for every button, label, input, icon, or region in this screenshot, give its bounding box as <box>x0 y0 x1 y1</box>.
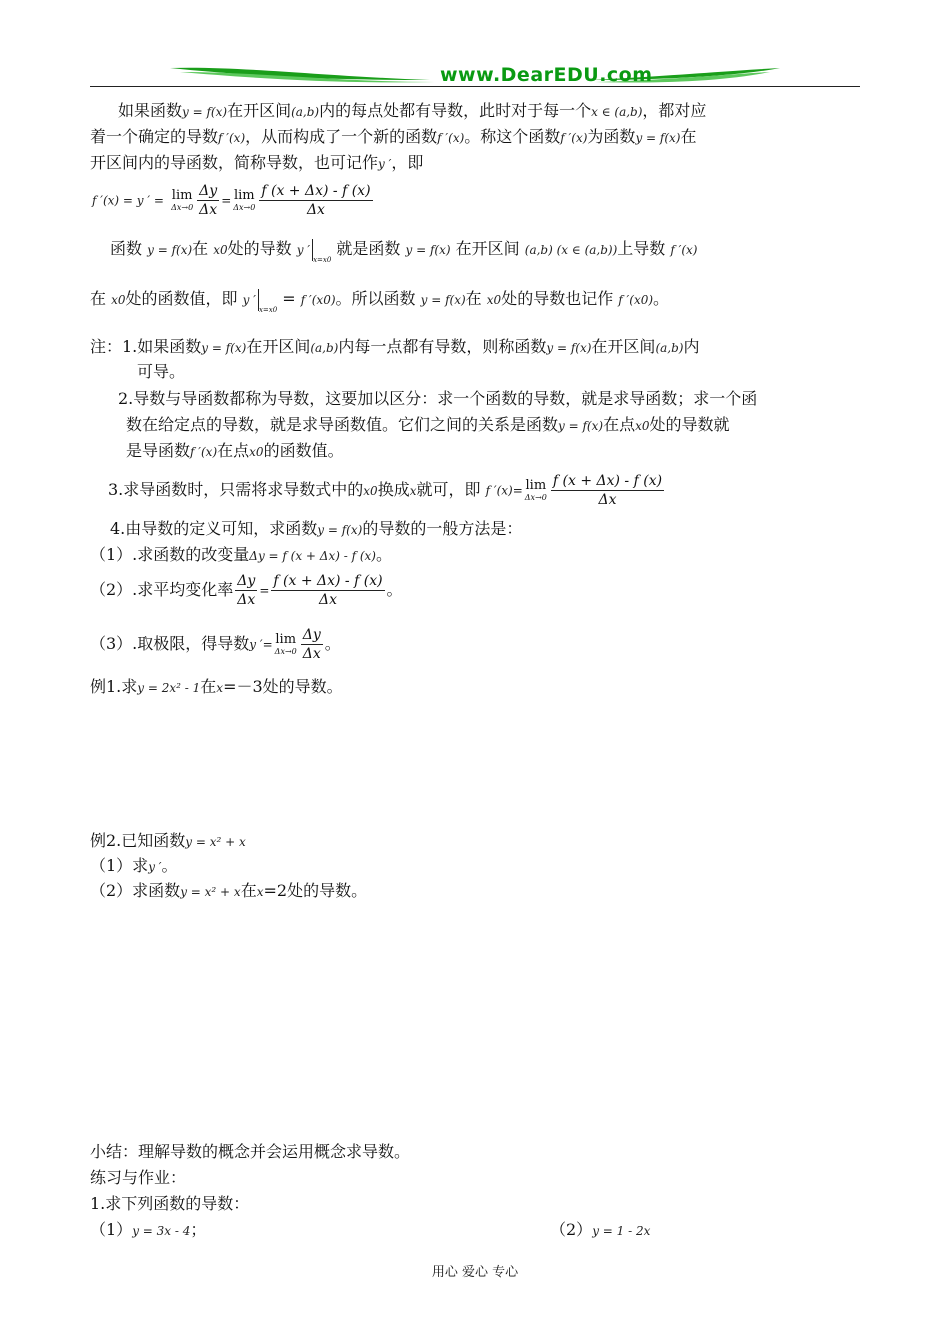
example-2 <box>90 830 246 853</box>
text-run: 在点 <box>217 441 250 460</box>
formula-fprime: f ′(x) <box>670 243 698 257</box>
lim-subscript: Δx→0 <box>171 203 194 212</box>
homework-q1 <box>90 1193 249 1215</box>
formula-interval: (a,b) <box>291 105 320 119</box>
text-run: 在 <box>192 239 209 258</box>
text-run: （1） <box>90 1220 133 1239</box>
text-run: （1）.求函数的改变量 <box>90 545 250 564</box>
evaluation-bar: x=x0 <box>312 239 331 261</box>
text-run: 处的函数值，即 <box>125 289 238 308</box>
formula-fprime: f ′(x) <box>560 131 588 145</box>
homework-heading <box>90 1167 186 1189</box>
text-run: 在开区间 <box>591 337 656 356</box>
frac-num: f (x + Δx) - f (x) <box>261 183 371 199</box>
text-run: 例2.已知函数 <box>90 831 186 850</box>
text-run: 可导。 <box>137 362 186 381</box>
note-1 <box>90 336 699 359</box>
text-run: 处的导数也记作 <box>501 289 614 308</box>
text-run: 是导函数 <box>126 441 191 460</box>
text-run: 在 <box>680 127 697 146</box>
text-run: 在开区间 <box>246 337 311 356</box>
text-run: 例1.求 <box>90 677 138 696</box>
formula-interval: (a,b) <box>655 341 684 355</box>
text-run: 。称这个函数 <box>464 127 561 146</box>
para1-line1 <box>118 100 706 123</box>
text-run: 开区间内的导函数，简称导数，也可记作 <box>90 153 379 172</box>
equals: = <box>259 583 270 598</box>
formula-yprime: y ′ <box>378 157 392 171</box>
frac-den: Δx <box>199 202 218 218</box>
formula-fprime: f ′(x) <box>437 131 465 145</box>
text-run: 着一个确定的导数 <box>90 127 219 146</box>
step-2 <box>90 570 403 611</box>
text-run: 在开区间 <box>455 239 520 258</box>
homework-part-2 <box>550 1219 650 1242</box>
formula-x0: x0 <box>635 419 650 433</box>
text-run: 内的每点处都有导数，此时对于每一个 <box>319 101 592 120</box>
limit-operator <box>275 632 297 657</box>
text-run: 如果函数 <box>118 101 183 120</box>
formula-example-2: y = x² + x <box>185 835 246 849</box>
example-1 <box>90 676 343 699</box>
note-2-line2 <box>126 414 730 437</box>
text-run: （2）.求平均变化率 <box>90 580 234 599</box>
example-2-q1 <box>90 855 178 878</box>
text-run: =－3处的导数。 <box>223 677 343 696</box>
formula-y-fx: y = f(x) <box>182 105 228 119</box>
text-run: 1.求下列函数的导数： <box>90 1194 250 1213</box>
derivative-definition-formula <box>92 180 375 221</box>
text-run: 小结：理解导数的概念并会运用概念求导数。 <box>90 1142 411 1161</box>
fraction-difference-quotient <box>271 572 384 609</box>
equals: = <box>282 289 296 308</box>
limit-operator <box>171 188 193 213</box>
homework-part-1 <box>90 1219 206 1242</box>
example-2-q2 <box>90 880 367 903</box>
frac-den: Δx <box>237 592 256 608</box>
formula-yprime: y ′ <box>249 637 263 652</box>
text-run: 的导数的一般方法是： <box>362 519 523 538</box>
lim-text: lim <box>525 478 547 493</box>
text-run: 就可，即 <box>416 480 481 499</box>
text-run: 2.导数与导函数都称为导数，这要加以区分：求一个函数的导数，就是求导函数；求一个函 <box>118 389 758 408</box>
limit-operator <box>233 188 255 213</box>
lim-subscript: Δx→0 <box>274 647 297 656</box>
formula-x0: x0 <box>111 293 126 307</box>
text-run: （1）求 <box>90 856 149 875</box>
text-run: 内每一点都有导数，则称函数 <box>338 337 547 356</box>
text-run: 就是函数 <box>336 239 401 258</box>
equals: = <box>512 483 523 498</box>
formula-x0: x0 <box>363 484 378 498</box>
fraction-dy-dx <box>197 182 219 219</box>
text-run: ； <box>190 1220 207 1239</box>
equals: = <box>262 637 273 652</box>
formula-yprime: y ′ <box>242 293 256 307</box>
text-run: 。 <box>324 634 341 653</box>
text-run: 为函数 <box>587 127 636 146</box>
formula-x-in: x ∈ (a,b) <box>591 105 643 119</box>
text-run: 数在给定点的导数，就是求导函数值。它们之间的关系是函数 <box>126 415 559 434</box>
text-run: 。所以函数 <box>335 289 416 308</box>
formula-x: x <box>216 681 224 695</box>
text-run: 换成 <box>377 480 410 499</box>
text-run: 4.由导数的定义可知，求函数 <box>110 519 318 538</box>
note-1-cont <box>137 361 185 383</box>
formula-fprime: f ′(x) <box>218 131 246 145</box>
text-run: （2）求函数 <box>90 881 181 900</box>
frac-num: f (x + Δx) - f (x) <box>273 573 383 589</box>
text-run: 。 <box>161 856 178 875</box>
formula-y-fx: y = f(x) <box>558 419 604 433</box>
text-run: 内 <box>683 337 700 356</box>
text-run: 。 <box>386 580 403 599</box>
formula-hw-2: y = 1 - 2x <box>592 1224 651 1238</box>
text-run: 练习与作业： <box>90 1168 187 1187</box>
lim-subscript: Δx→0 <box>233 203 256 212</box>
formula-fprime-x0: f ′(x0) <box>300 293 336 307</box>
formula-y-fx: y = f(x) <box>201 341 247 355</box>
header-banner <box>90 62 860 92</box>
site-logo-text: www.DearEDU.com <box>440 64 653 86</box>
text-run: 在 <box>200 677 217 696</box>
formula-y-fx: y = f(x) <box>546 341 592 355</box>
lim-text: lim <box>171 188 193 203</box>
formula-delta-y: Δy = f (x + Δx) - f (x) <box>249 549 376 563</box>
lim-text: lim <box>233 188 255 203</box>
formula-y-fx: y = f(x) <box>405 243 451 257</box>
text-run: =2处的导数。 <box>263 881 368 900</box>
formula-example-1: y = 2x² - 1 <box>137 681 201 695</box>
formula-x0: x0 <box>249 445 264 459</box>
text-run: 注：1.如果函数 <box>90 337 202 356</box>
frac-num: f (x + Δx) - f (x) <box>552 473 663 489</box>
fraction-dy-dx <box>235 572 257 609</box>
para1-line2 <box>90 126 697 149</box>
text-run: 处的导数 <box>227 239 292 258</box>
formula-lhs: f ′(x) = y ′ = <box>92 193 164 208</box>
frac-den: Δx <box>302 646 321 662</box>
text-run: 处的导数就 <box>649 415 730 434</box>
text-run: 的函数值。 <box>263 441 344 460</box>
note-4 <box>110 518 522 541</box>
text-run: 函数 <box>110 239 143 258</box>
formula-yprime: y ′ <box>296 243 311 257</box>
note-2-line3 <box>126 440 344 463</box>
text-run: （3）.取极限，得导数 <box>90 634 250 653</box>
formula-y-fx: y = f(x) <box>317 523 363 537</box>
step-1 <box>90 544 392 567</box>
para2-line2 <box>90 288 670 314</box>
frac-den: Δx <box>598 492 617 508</box>
text-run: 在 <box>90 289 107 308</box>
summary <box>90 1141 410 1163</box>
fraction-dy-dx <box>301 626 323 663</box>
formula-fprime: f ′(x) <box>190 445 218 459</box>
text-run: 。 <box>653 289 670 308</box>
formula-example-2: y = x² + x <box>180 885 241 899</box>
fraction-difference-quotient <box>259 182 372 219</box>
frac-den: Δx <box>306 202 325 218</box>
lim-text: lim <box>275 632 297 647</box>
formula-x0: x0 <box>213 243 228 257</box>
formula-interval: (a,b) (x ∈ (a,b)) <box>524 243 618 257</box>
text-run: ，都对应 <box>642 101 707 120</box>
fraction-difference-quotient <box>551 472 664 509</box>
equals: = <box>221 193 232 208</box>
formula-fprime-x0: f ′(x0) <box>618 293 654 307</box>
text-run: ，从而构成了一个新的函数 <box>245 127 438 146</box>
frac-num: Δy <box>302 627 321 643</box>
lim-subscript: Δx→0 <box>524 493 547 502</box>
header-rule <box>90 86 860 87</box>
text-run: 上导数 <box>617 239 666 258</box>
page-footer: 用心 爱心 专心 <box>431 1265 519 1280</box>
frac-den: Δx <box>318 592 337 608</box>
text-run: 在开区间 <box>227 101 292 120</box>
para1-line3 <box>90 152 423 175</box>
formula-x: x <box>409 484 417 498</box>
formula-hw-1: y = 3x - 4 <box>132 1224 191 1238</box>
note-2-line1 <box>118 388 757 410</box>
text-run: 在 <box>240 881 257 900</box>
para2-line1 <box>110 238 698 264</box>
formula-fprime: f ′(x) <box>485 483 513 498</box>
frac-num: Δy <box>237 573 256 589</box>
formula-x0: x0 <box>486 293 502 307</box>
frac-num: Δy <box>199 183 218 199</box>
formula-yprime: y ′ <box>148 860 162 874</box>
formula-y-fx: y = f(x) <box>147 243 193 257</box>
text-run: （2） <box>550 1220 593 1239</box>
limit-operator <box>525 478 547 503</box>
formula-y-fx: y = f(x) <box>420 293 466 307</box>
formula-x: x <box>256 885 264 899</box>
evaluation-bar: x=x0 <box>258 289 277 311</box>
text-run: 在 <box>465 289 482 308</box>
note-3 <box>108 470 666 511</box>
text-run: 。 <box>375 545 392 564</box>
text-run: 在点 <box>603 415 636 434</box>
text-run: ，即 <box>391 153 424 172</box>
step-3 <box>90 624 341 665</box>
formula-interval: (a,b) <box>310 341 339 355</box>
formula-y-fx: y = f(x) <box>635 131 681 145</box>
text-run: 3.求导函数时，只需将求导数式中的 <box>108 480 364 499</box>
